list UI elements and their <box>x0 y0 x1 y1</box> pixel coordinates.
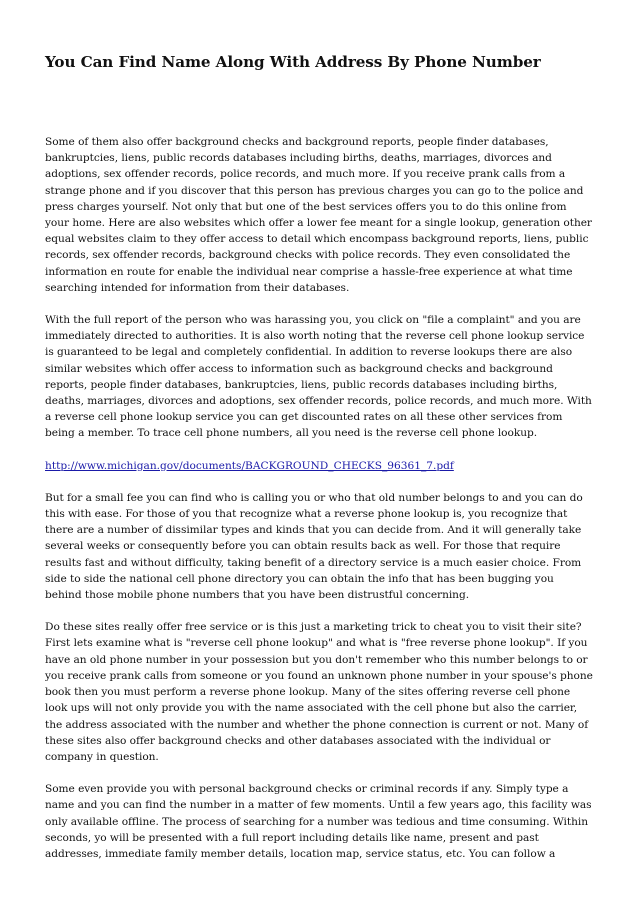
paragraph-5: Some even provide you with personal background checks or criminal records if any. Simply type a name and you can find the number in a matter of few moments. Until a few years ago, this facility was only available offline. The process of searching for a number was tedious and time consuming. Within seconds, yo will be presented with a full report including details like name, present and past addresses, immediate family member details, location map, service status, etc. You can follow a <box>45 783 592 860</box>
paragraph-3: But for a small fee you can find who is calling you or who that old number belongs to and you can do this with ease. For those of you that recognize what a reverse phone lookup is, you recognize that there are a number of dissimilar types and kinds that you can decide from. And it will generally take several weeks or consequently before you can obtain results back as well. For those that require results fast and without difficulty, taking benefit of a directory service is a much easier choice. From side to side the national cell phone directory you can obtain the info that has been bugging you behind those mobile phone numbers that you have been distrustful concerning. <box>45 491 583 602</box>
link-paragraph <box>45 458 593 474</box>
page-title: You Can Find Name Along With Address By Phone Number <box>45 53 541 71</box>
document-body <box>45 134 593 878</box>
paragraph-1: Some of them also offer background checks and background reports, people finder databases, bankruptcies, liens, public records databases including births, deaths, marriages, divorces and adoptions, sex offender records, police records, and much more. If you receive prank calls from a strange phone and if you discover that this person has previous charges you can go to the police and press charges yourself. Not only that but one of the best services offers you to do this online from your home. Here are also websites which offer a lower fee meant for a single lookup, generation other equal websites claim to they offer access to detail which encompass background reports, liens, public records, sex offender records, background checks with police records. They even consolidated the information en route for enable the individual near comprise a hassle-free experience at what time searching intended for information from their databases. <box>45 136 592 294</box>
background-checks-pdf-link[interactable]: http://www.michigan.gov/documents/BACKGROUND_CHECKS_96361_7.pdf <box>45 459 454 472</box>
paragraph-4: Do these sites really offer free service or is this just a marketing trick to cheat you to visit their site? First lets examine what is "reverse cell phone lookup" and what is "free reverse phone lookup". If you have an old phone number in your possession but you don't remember who this number belongs to or you receive prank calls from someone or you found an unknown phone number in your spouse's phone book then you must perform a reverse phone lookup. Many of the sites offering reverse cell phone look ups will not only provide you with the name associated with the cell phone but also the carrier, the address associated with the number and whether the phone connection is current or not. Many of these sites also offer background checks and other databases associated with the individual or company in question. <box>45 621 593 763</box>
paragraph-2: With the full report of the person who was harassing you, you click on "file a complaint" and you are immediately directed to authorities. It is also worth noting that the reverse cell phone lookup service is guaranteed to be legal and completely confidential. In addition to reverse lookups there are also similar websites which offer access to information such as background checks and background reports, people finder databases, bankruptcies, liens, public records databases including births, deaths, marriages, divorces and adoptions, sex offender records, police records, and much more. With a reverse cell phone lookup service you can get discounted rates on all these other services from being a member. To trace cell phone numbers, all you need is the reverse cell phone lookup. <box>45 314 592 440</box>
